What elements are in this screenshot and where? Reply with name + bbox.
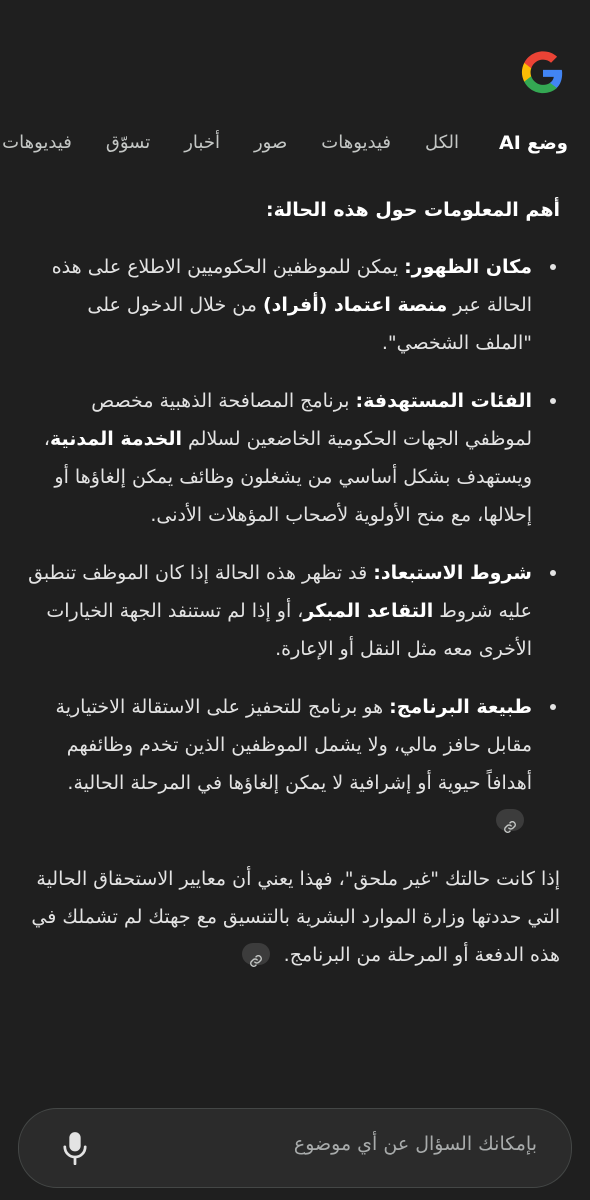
tab-news[interactable]: أخبار [184, 132, 220, 153]
answer-bullets [28, 248, 560, 840]
tab-shopping[interactable]: تسوّق [105, 132, 151, 153]
bullet-title: شروط الاستبعاد: [373, 562, 532, 584]
bullet-text: قد تظهر هذه الحالة إذا كان الموظف تنطبق عليه شروط [28, 562, 532, 622]
link-icon [503, 820, 517, 834]
bullet-text: هو برنامج للتحفيز على الاستقالة الاختيارية مقابل حافز مالي، ولا يشمل الموظفين الذين تخدم وظائفهم أهدافاً حيوية أو إشرافية لا يمكن إلغاؤها في المرحلة الحالية. [55, 696, 532, 794]
tab-videos-2[interactable]: فيديوهات [2, 132, 72, 153]
bullet-text: يمكن للموظفين الحكوميين الاطلاع على هذه الحالة عبر [51, 256, 532, 316]
ask-input-bar[interactable] [18, 1108, 572, 1188]
answer-summary [28, 860, 560, 974]
link-icon [249, 954, 263, 968]
list-item [28, 248, 560, 362]
summary-text: إذا كانت حالتك "غير ملحق"، فهذا يعني أن معايير الاستحقاق الحالية التي حددتها وزارة الموارد البشرية بالتنسيق مع جهتك لم تشملك في هذه الدفعة أو المرحلة من البرنامج. [31, 868, 560, 966]
tab-ai-mode[interactable] [493, 128, 568, 164]
bullet-text: برنامج المصافحة الذهبية مخصص لموظفي الجهات الحكومية الخاضعين لسلالم [91, 390, 532, 450]
tab-ai-mode-label: وضع [527, 133, 568, 154]
bullet-bold: التقاعد المبكر [303, 600, 434, 622]
bullet-title: مكان الظهور: [404, 256, 532, 278]
answer-heading: أهم المعلومات حول هذه الحالة: [266, 199, 560, 221]
microphone-icon[interactable] [61, 1131, 89, 1165]
bullet-text: ، ويستهدف بشكل أساسي من يشغلون وظائف يمكن إلغاؤها أو إحلالها، مع منح الأولوية لأصحاب المؤهلات الأدنى. [43, 428, 532, 526]
bullet-bold: الخدمة المدنية [50, 428, 182, 450]
tab-all[interactable]: الكل [424, 132, 460, 153]
bullet-bold: منصة اعتماد (أفراد) [262, 294, 448, 316]
list-item [28, 382, 560, 534]
tab-videos[interactable]: فيديوهات [321, 132, 391, 153]
bullet-title: الفئات المستهدفة: [355, 390, 532, 412]
tab-ai-mode-suffix: AI [499, 132, 521, 154]
bullet-title: طبيعة البرنامج: [389, 696, 532, 718]
list-item [28, 688, 560, 840]
list-item [28, 554, 560, 668]
ask-input-placeholder[interactable]: بإمكانك السؤال عن أي موضوع [293, 1133, 537, 1155]
source-link-chip[interactable] [242, 943, 270, 965]
bullet-text: من خلال الدخول على "الملف الشخصي". [87, 294, 532, 354]
tab-images[interactable]: صور [253, 132, 288, 153]
google-logo-icon[interactable] [520, 50, 566, 96]
ai-answer [28, 190, 560, 974]
bullet-text: ، أو إذا لم تستنفد الجهة الخيارات الأخرى معه مثل النقل أو الإعارة. [46, 600, 532, 660]
search-tabs [0, 128, 590, 164]
source-link-chip[interactable] [496, 809, 524, 831]
